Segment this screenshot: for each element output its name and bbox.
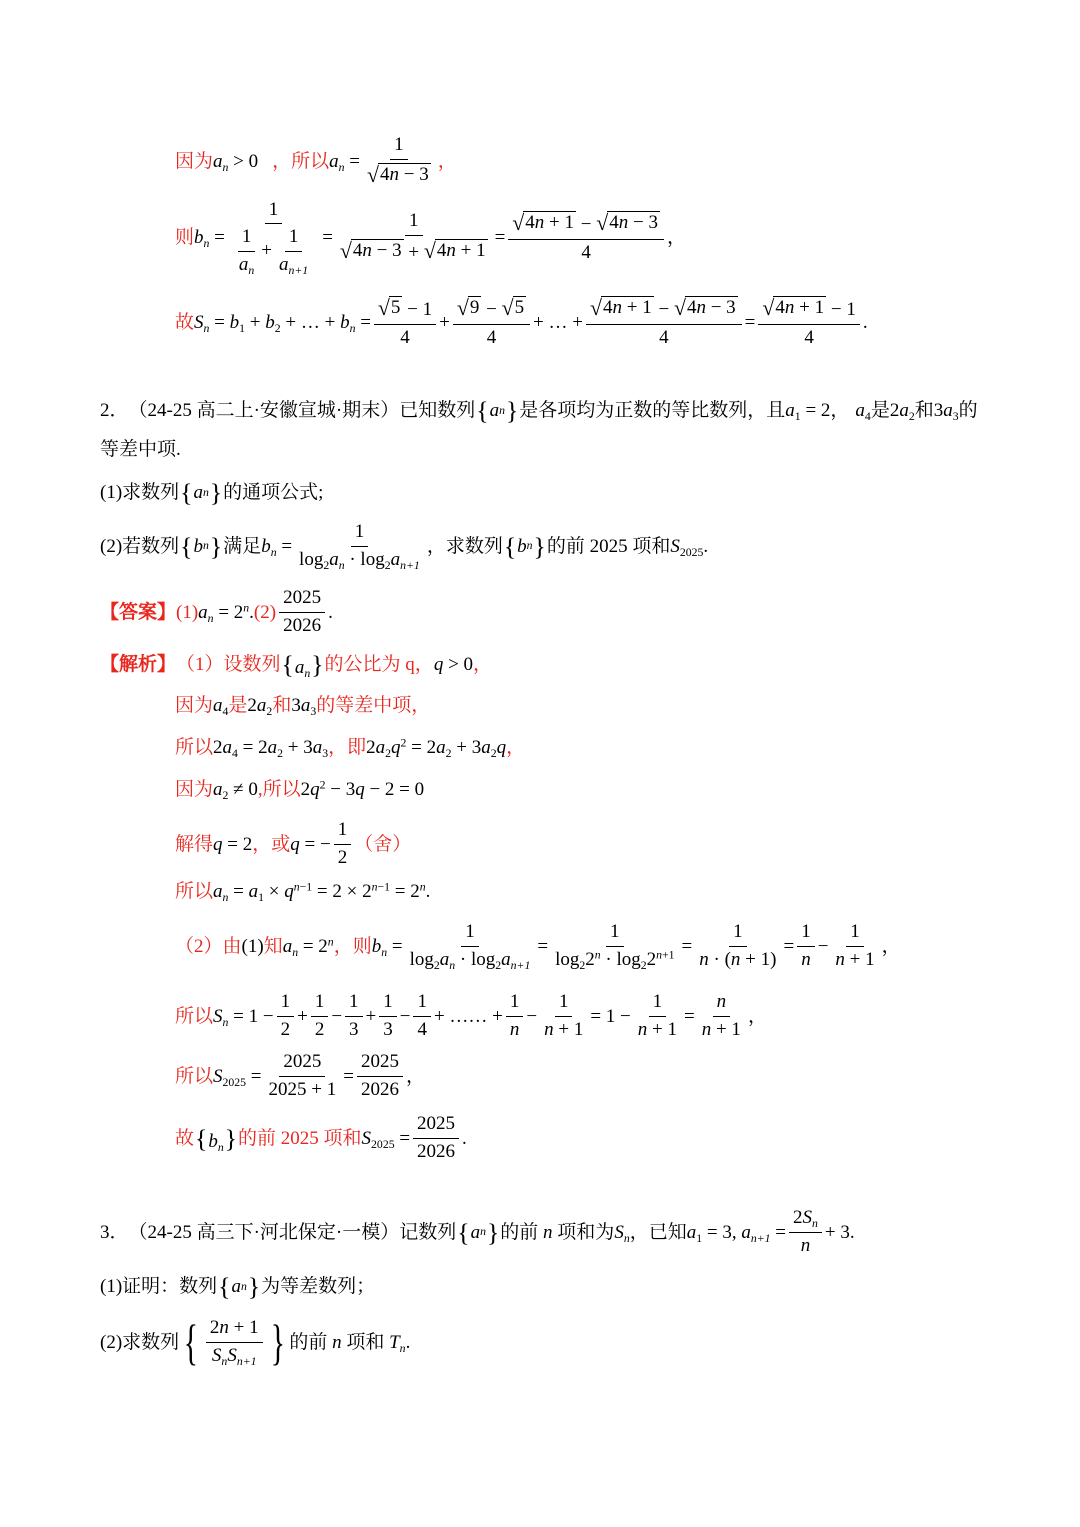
problem-3-stem: 3． （24-25 高三下·河北保定·一模） 记数列 { a n } 的前 n 项和为 $S_n$ ，已知 $a_1 = 3$, $a_{n+1}$ = $\frac{2S_n}{n}$ + 3.	[100, 1207, 855, 1256]
fraction: 1 √ 4n − 3 + √ 4n + 1	[339, 210, 486, 264]
problem-2-question-2: (2)若数列 { b n } 满足 $b_n$ = $\frac{1}{\log_2a_n \cdot \log_2a_{n+1}}$ ，求数列 { b n } 的前 2025 项和 $S_{2025}$.	[100, 521, 709, 572]
stem-text: 项和为	[557, 1221, 615, 1243]
analysis-text: ，或	[252, 833, 291, 855]
analysis-text: 的前 2025 项和	[238, 1127, 362, 1149]
analysis-text: 解得	[175, 833, 214, 855]
stem-text: 已知数列	[399, 400, 476, 422]
problem-2-analysis-1: 【解析】 （1）设数列 $\{a_n\}$ 的公比为 q， q > 0 ，	[100, 650, 493, 681]
analysis-text: 和	[272, 695, 292, 716]
analysis-text: （2）由	[175, 935, 242, 957]
problem-3-question-1: (1)证明：数列 { a n } 为等差数列；	[100, 1272, 376, 1301]
analysis-text: （1）设数列	[176, 654, 281, 676]
stem-text: 等差中项.	[100, 439, 181, 460]
numerator: 2025	[413, 1114, 459, 1139]
problem-source: （24-25 高三下·河北保定·一模）	[128, 1221, 400, 1243]
analysis-line-4: 因为 $a_2 \ne 0$ ,所以 $2q^2 - 3q - 2 = 0$	[175, 778, 425, 803]
stem-text: 的	[958, 400, 978, 422]
analysis-line-7: （2）由 (1) 知 $a_n = 2^n$ ，则 $b_n$ = $\frac{1}{\log_2a_n \cdot \log_2a_{n+1}}$ = $\frac{1}{\log_22^n \cdot \log_22^{n+1}}$ = $\frac{1}{n \cdot (n + 1)}$ = $\frac{1}{n}$ − $\frac{1}{n + 1}$ ，	[175, 921, 901, 972]
question-text: 满足	[223, 535, 262, 557]
question-text: 的通项公式;	[223, 482, 324, 504]
answer-text: (1)	[176, 601, 199, 623]
question-text: 的前	[289, 1332, 328, 1354]
problem-2-answer: 【答案】 (1) $a_n = 2^n$. (2) $\frac{2025}{2026}$ .	[100, 587, 333, 636]
text-hence: 故	[175, 311, 195, 333]
answer-label: 【答案】	[100, 601, 177, 623]
question-text: 为等差数列；	[261, 1276, 376, 1298]
analysis-line-3: 所以 $2a_4 = 2a_2 + 3a_3$ ，即 $2a_2q^2 = 2a_2 + 3a_2q$ ，	[175, 736, 526, 761]
solution-line-a-positive: 因为 $a_n > 0$ ，所以 $a_n$ = 1 √ 4n − 3 ，	[175, 134, 457, 187]
analysis-text: ，则	[333, 935, 372, 957]
analysis-text: 因为	[175, 695, 214, 716]
stem-text: 的前	[500, 1221, 539, 1243]
problem-number: 3．	[100, 1221, 129, 1243]
analysis-line-10: 故 $\{b_n\}$ 的前 2025 项和 $S_{2025}$ = $\frac{2025}{2026}$ .	[175, 1113, 467, 1162]
problem-number: 2．	[100, 400, 129, 422]
question-text: 的前 2025 项和	[546, 535, 671, 557]
analysis-line-9: 所以 $S_{2025}$ = $\frac{2025}{2025 + 1}$ = $\frac{2025}{2026}$ ，	[175, 1051, 425, 1100]
numerator: 2025	[279, 1052, 325, 1077]
fraction: 1 √ 4n − 3	[367, 134, 429, 187]
solution-line-sum: 故 $S_n = b_1 + b_2$ + … + $b_n$ = √ 5 − 1 4 + √ 9 − √ 5 4 + … + √ 4n + 1 − √ 4n − 3 4 = √ 4n + 1 − 1 4 .	[175, 296, 868, 348]
stem-text: 记数列	[399, 1221, 457, 1243]
text-then: 则	[175, 227, 195, 249]
analysis-text: 是	[228, 695, 248, 716]
analysis-text: 所以	[175, 737, 214, 758]
stem-text: ，	[830, 400, 850, 422]
question-text: 项和	[346, 1332, 385, 1354]
solution-line-b-formula: 则 $b_n$ = 1 $\frac{1}{a_n}$ + $\frac{1}{a_{n+1}}$ = 1 √ 4n − 3 + √ 4n + 1 = √ 4n + 1 − √ 4n − 3 4 ，	[175, 199, 686, 277]
denominator: 2026	[360, 1078, 399, 1100]
analysis-text: 所以	[175, 1005, 214, 1027]
analysis-line-8: 所以 $S_n = 1$ − $\frac{1}{2}$ + $\frac{1}{2}$ − $\frac{1}{3}$ + $\frac{1}{3}$ − $\frac{1}{4}$ + …… + $\frac{1}{n}$ − $\frac{1}{n + 1}$ = 1 − $\frac{1}{n + 1}$ = $\frac{n}{n + 1}$ ，	[175, 991, 767, 1040]
stem-text: 是各项均为正数的等比数列，且	[519, 400, 786, 422]
fraction: 1 $\frac{1}{a_n}$ + $\frac{1}{a_{n+1}}$	[238, 199, 309, 277]
analysis-line-2: 因为 $a_4$ 是 $2a_2$ 和 $3a_3$ 的等差中项，	[175, 695, 431, 719]
analysis-text: 所以	[175, 881, 214, 902]
analysis-text: 知	[263, 935, 283, 957]
problem-2-question-1: (1)求数列 { a n } 的通项公式;	[100, 478, 324, 507]
numerator: 2025	[357, 1052, 403, 1077]
analysis-line-6: 所以 $a_n = a_1 \times q^{n-1} = 2 \times 2^{n-1} = 2^n$.	[175, 880, 431, 905]
question-text: ，求数列	[426, 535, 503, 557]
analysis-line-5: 解得 q = 2 ，或 q = − $\frac{1}{2}$ （舍）	[175, 819, 412, 868]
question-text: (1)证明：数列	[100, 1276, 218, 1298]
problem-2-stem-cont	[100, 440, 181, 459]
question-text: (1)求数列	[100, 482, 180, 504]
problem-3-question-2: (2)求数列 { $\frac{2n + 1}{S_nS_{n+1}}$ } 的前 n 项和 $T_n$.	[100, 1315, 411, 1370]
stem-text: 是	[870, 400, 890, 422]
text-therefore: ，所以	[272, 150, 330, 172]
stem-text: ，已知	[629, 1221, 687, 1243]
analysis-text: ,所以	[257, 779, 301, 800]
question-text: (2)求数列	[100, 1332, 180, 1354]
analysis-text: 的公比为 q，	[324, 654, 434, 676]
analysis-text: 的等差中项，	[316, 695, 431, 716]
analysis-text: ，即	[328, 737, 367, 758]
analysis-text: 故	[175, 1127, 195, 1149]
answer-numerator: 2025	[279, 588, 325, 613]
problem-2-stem: 2． （24-25 高二上·安徽宣城·期末） 已知数列 { a n } 是各项均为正数的等比数列，且 $a_1 = 2$ ， $a_4$ 是 $2a_2$ 和 $3a_3$ 的	[100, 396, 978, 425]
denominator: 2026	[417, 1140, 456, 1162]
answer-denominator: 2026	[283, 614, 322, 636]
answer-text: (2)	[253, 601, 277, 623]
analysis-text: 因为	[175, 779, 214, 800]
analysis-text: 所以	[175, 1065, 214, 1087]
stem-text: 和	[914, 400, 934, 422]
text-because: 因为	[175, 150, 214, 172]
fraction: √ 4n + 1 − √ 4n − 3 4	[508, 211, 664, 264]
question-text: (2)若数列	[100, 535, 180, 557]
problem-source: （24-25 高二上·安徽宣城·期末）	[128, 400, 400, 422]
analysis-text: （舍）	[354, 833, 412, 855]
analysis-label: 【解析】	[100, 654, 177, 676]
